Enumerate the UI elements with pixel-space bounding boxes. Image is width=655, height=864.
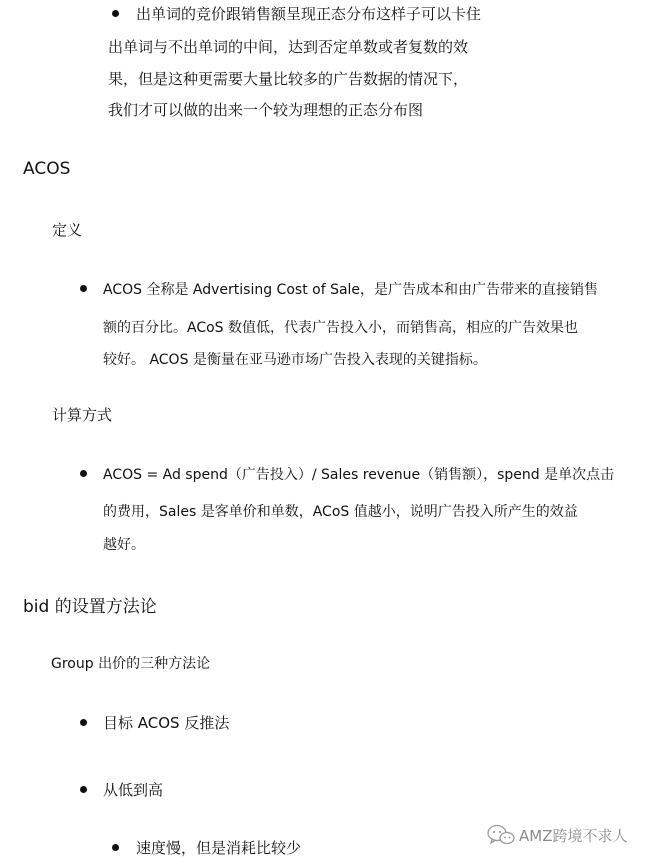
intro-line-1: 出单词的竞价跟销售额呈现正态分布这样子可以卡住 bbox=[136, 5, 482, 23]
bullet-dot bbox=[112, 10, 119, 17]
definition-line-2: 额的百分比。ACoS 数值低，代表广告投入小，而销售高，相应的广告效果也 bbox=[103, 320, 579, 336]
bullet-dot bbox=[80, 786, 87, 793]
acos-heading: ACOS bbox=[23, 159, 71, 179]
definition-subheading: 定义 bbox=[52, 221, 83, 239]
bullet-dot bbox=[80, 470, 87, 477]
calculation-line-2: 的费用，Sales 是客单价和单数，ACoS 值越小，说明广告投入所产生的效益 bbox=[103, 504, 578, 520]
calculation-line-3: 越好。 bbox=[103, 537, 145, 553]
bid-heading: bid 的设置方法论 bbox=[23, 597, 157, 617]
intro-line-4: 我们才可以做的出来一个较为理想的正态分布图 bbox=[108, 101, 424, 119]
watermark-text: AMZ跨境不求人 bbox=[519, 827, 628, 845]
calculation-subheading: 计算方式 bbox=[52, 406, 113, 424]
bid-item-low-to-high: 从低到高 bbox=[103, 781, 164, 799]
wechat-icon bbox=[486, 823, 516, 847]
group-heading: Group 出价的三种方法论 bbox=[51, 656, 211, 672]
calculation-line-1: ACOS = Ad spend（广告投入）/ Sales revenue（销售额），spend 是单次点击 bbox=[103, 467, 615, 483]
definition-line-1: ACOS 全称是 Advertising Cost of Sale，是广告成本和由广告带来的直接销售 bbox=[103, 282, 599, 298]
bullet-dot bbox=[112, 844, 119, 851]
bullet-dot bbox=[80, 719, 87, 726]
sub-item-slow: 速度慢，但是消耗比较少 bbox=[136, 839, 302, 857]
bid-item-target-acos: 目标 ACOS 反推法 bbox=[103, 714, 230, 732]
intro-line-2: 出单词与不出单词的中间，达到否定单数或者复数的效 bbox=[108, 38, 469, 56]
intro-line-3: 果，但是这种更需要大量比较多的广告数据的情况下， bbox=[108, 70, 469, 88]
definition-line-3: 较好。 ACOS 是衡量在亚马逊市场广告投入表现的关键指标。 bbox=[103, 352, 487, 368]
bullet-dot bbox=[80, 285, 87, 292]
